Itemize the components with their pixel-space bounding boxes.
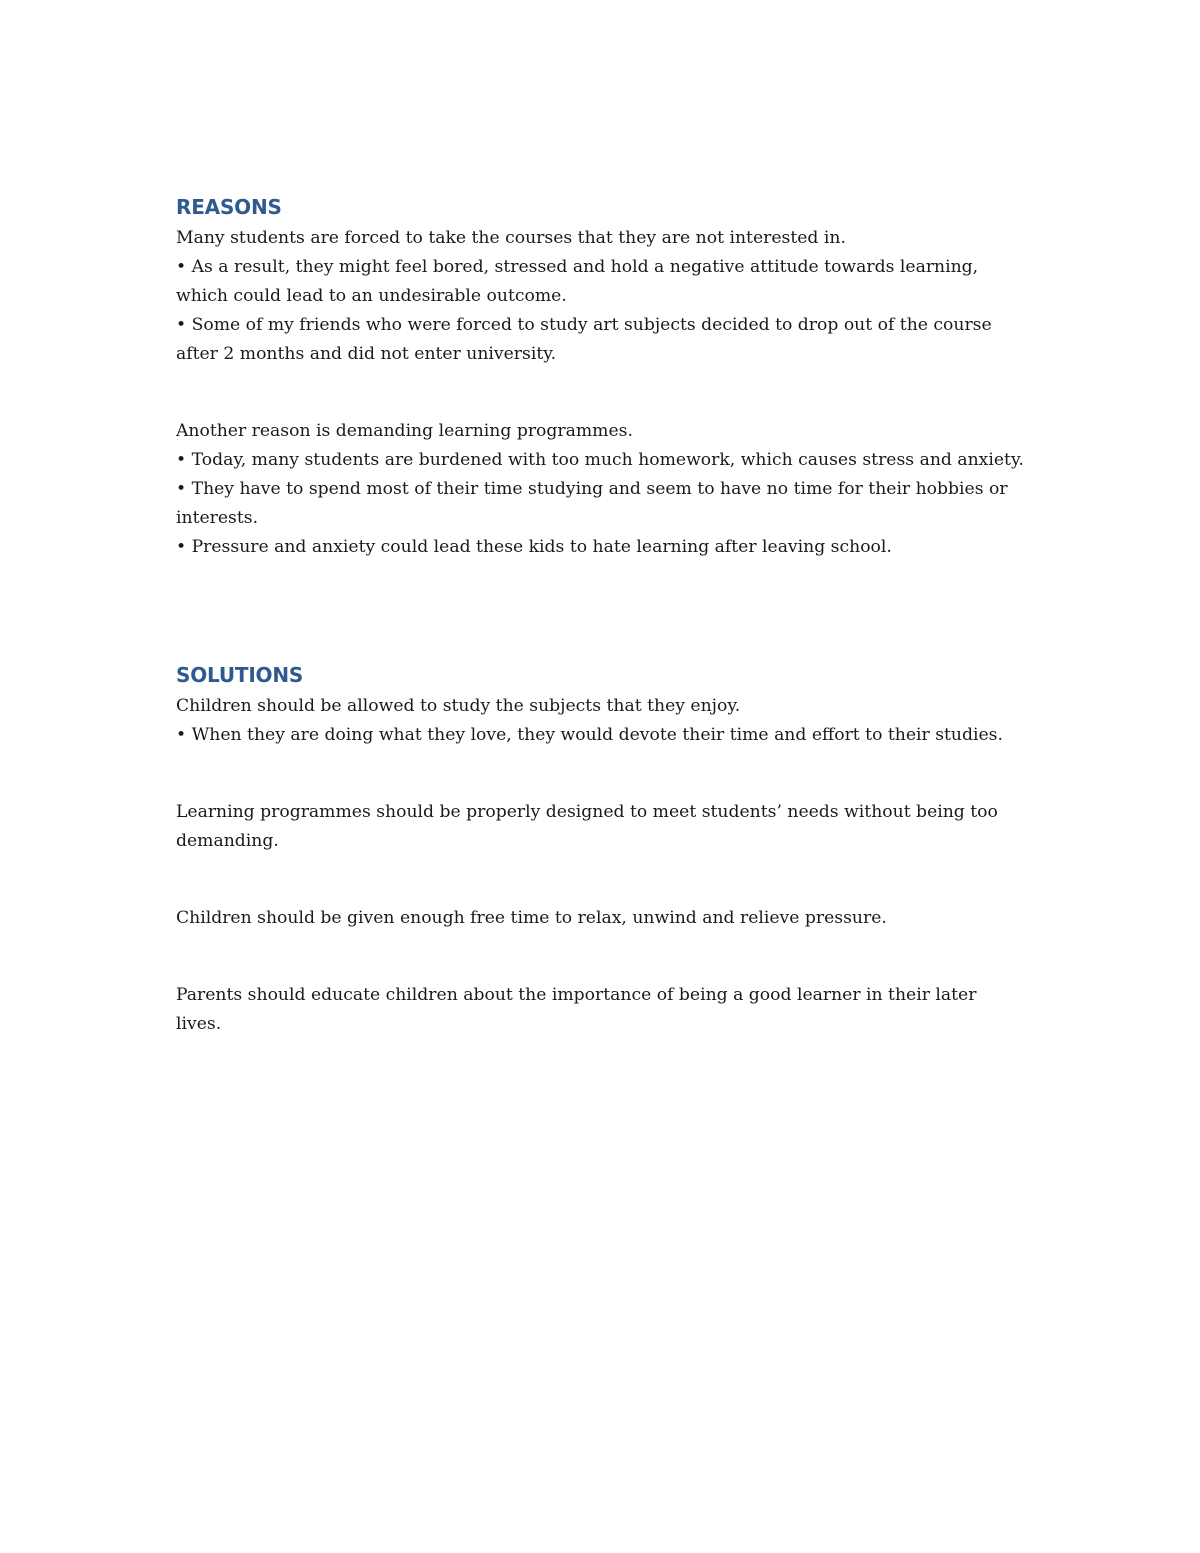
spacer bbox=[176, 369, 1026, 417]
solutions-bullet-1-1: • When they are doing what they love, they would devote their time and effort to their studies. bbox=[176, 725, 1003, 745]
spacer bbox=[176, 933, 1026, 981]
reasons-heading: REASONS bbox=[176, 195, 282, 219]
solutions-heading: SOLUTIONS bbox=[176, 663, 304, 687]
reasons-paragraph-2: Another reason is demanding learning programmes. bbox=[176, 421, 633, 441]
solutions-paragraph-3: Children should be given enough free time to relax, unwind and relieve pressure. bbox=[176, 908, 887, 928]
solutions-paragraph-1: Children should be allowed to study the subjects that they enjoy. bbox=[176, 696, 741, 716]
reasons-bullet-2-1: • Today, many students are burdened with too much homework, which causes stress and anxiety. bbox=[176, 450, 1024, 470]
spacer bbox=[176, 856, 1026, 904]
reasons-bullet-2-2: • They have to spend most of their time studying and seem to have no time for their hobbies or interests. bbox=[176, 479, 1008, 528]
document-body bbox=[176, 190, 1026, 1039]
spacer bbox=[176, 750, 1026, 798]
reasons-bullet-1-2: • Some of my friends who were forced to study art subjects decided to drop out of the course after 2 months and did not enter university. bbox=[176, 315, 992, 364]
reasons-paragraph-1: Many students are forced to take the courses that they are not interested in. bbox=[176, 228, 846, 248]
solutions-paragraph-2: Learning programmes should be properly designed to meet students’ needs without being too demanding. bbox=[176, 802, 998, 851]
reasons-bullet-1-1: • As a result, they might feel bored, stressed and hold a negative attitude towards learning, which could lead to an undesirable outcome. bbox=[176, 257, 979, 306]
solutions-paragraph-4: Parents should educate children about the importance of being a good learner in their later lives. bbox=[176, 985, 977, 1034]
reasons-bullet-2-3: • Pressure and anxiety could lead these kids to hate learning after leaving school. bbox=[176, 537, 892, 557]
spacer bbox=[176, 562, 1026, 658]
